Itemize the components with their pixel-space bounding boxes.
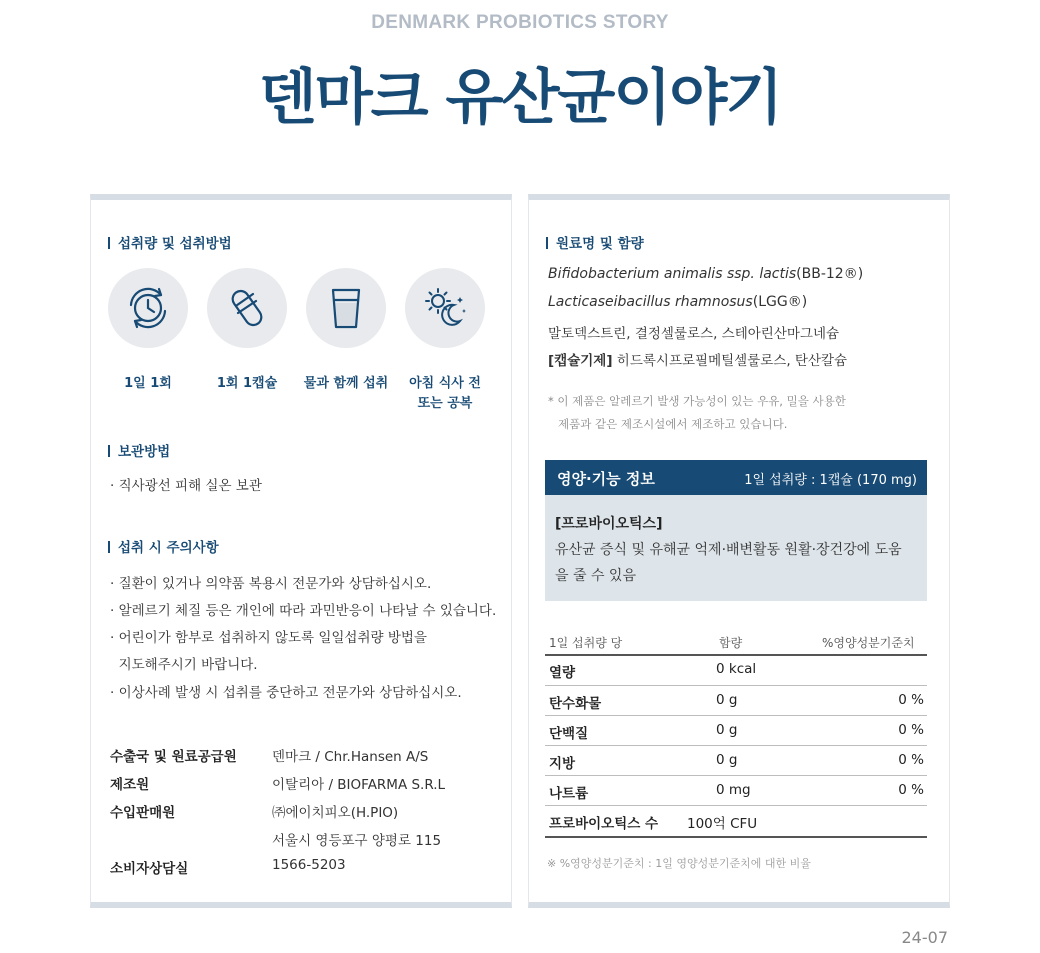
- caution-item: · 이상사례 발생 시 섭취를 중단하고 전문가와 상담하십시오.: [110, 685, 462, 701]
- allergy-note: * 이 제품은 알레르기 발생 가능성이 있는 우유, 밀을 사용한: [548, 394, 846, 408]
- ingredient-lacticaseibacillus: Lacticaseibacillus rhamnosus(LGG®): [548, 294, 808, 310]
- allergy-note: 제품과 같은 제조시설에서 제조하고 있습니다.: [558, 417, 788, 431]
- info-key-manufacturer: 제조원: [110, 777, 150, 793]
- ingredients-heading: 원료명 및 함량: [546, 232, 644, 252]
- page-subtitle: DENMARK PROBIOTICS STORY: [371, 12, 669, 33]
- icon-label-timing: 아침 식사 전 또는 공복: [409, 376, 481, 411]
- storage-heading: 보관방법: [108, 440, 170, 460]
- info-value-importer: ㈜에이치피오(H.PIO): [272, 805, 399, 821]
- info-key-origin: 수출국 및 원료공급원: [110, 749, 237, 765]
- table-row-name: 열량: [549, 665, 576, 681]
- nutrition-serving: 1일 섭취량 : 1캡슐 (170 mg): [744, 473, 917, 488]
- page-title: 덴마크 유산균이야기: [258, 63, 782, 133]
- table-divider: [545, 805, 927, 806]
- intake-heading: 섭취량 및 섭취방법: [108, 232, 232, 252]
- page-code: 24-07: [901, 928, 948, 947]
- table-divider: [545, 715, 927, 716]
- water-glass-icon: [306, 268, 386, 348]
- sun-moon-icon: [405, 268, 485, 348]
- capsule-icon: [207, 268, 287, 348]
- table-row-percent: 0 %: [898, 722, 924, 738]
- table-divider: [545, 685, 927, 686]
- table-row-amount: 0 g: [716, 692, 738, 708]
- table-divider: [545, 745, 927, 746]
- icon-label-dose: 1회 1캡슐: [216, 376, 278, 391]
- clock-cycle-icon: [108, 268, 188, 348]
- function-text: 유산균 증식 및 유해균 억제·배변활동 원활·장건강에 도움을 줄 수 있음: [555, 542, 902, 584]
- capsule-base: [캡슐기제] 히드록시프로필메틸셀룰로스, 탄산칼슘: [548, 353, 848, 369]
- nutrition-header: [545, 460, 927, 495]
- table-divider: [545, 775, 927, 776]
- table-row-name: 지방: [549, 756, 576, 772]
- table-divider: [545, 654, 927, 656]
- caution-item: · 알레르기 체질 등은 개인에 따라 과민반응이 나타날 수 있습니다.: [110, 603, 497, 619]
- table-header-serving: 1일 섭취량 당: [549, 636, 623, 650]
- ingredient-excipients: 말토덱스트린, 결정셀룰로스, 스테아린산마그네슘: [548, 326, 840, 342]
- table-row-name: 탄수화물: [549, 696, 602, 712]
- ingredient-bifidobacterium: Bifidobacterium animalis ssp. lactis(BB-12®): [548, 266, 864, 282]
- table-header-percent: %영양성분기준치: [822, 636, 915, 650]
- info-key-importer: 수입판매원: [110, 805, 176, 821]
- function-box: [545, 495, 927, 601]
- table-row-amount: 0 g: [716, 722, 738, 738]
- table-row-amount: 0 kcal: [716, 661, 757, 677]
- table-row-name: 나트륨: [549, 786, 589, 802]
- icon-label-frequency: 1일 1회: [124, 376, 172, 391]
- storage-text: · 직사광선 피해 실온 보관: [110, 478, 262, 494]
- footnote: ※ %영양성분기준치 : 1일 영양성분기준치에 대한 비율: [547, 857, 811, 870]
- info-key-contact: 소비자상담실: [110, 861, 189, 877]
- table-row-name: 단백질: [549, 726, 589, 742]
- table-row-amount: 100억 CFU: [687, 816, 758, 832]
- table-row-percent: 0 %: [898, 782, 924, 798]
- table-header-amount: 함량: [719, 636, 743, 650]
- caution-item: · 질환이 있거나 의약품 복용시 전문가와 상담하십시오.: [110, 576, 432, 592]
- table-row-percent: 0 %: [898, 692, 924, 708]
- caution-item: 지도해주시기 바랍니다.: [110, 657, 258, 673]
- function-label: [프로바이오틱스]: [555, 516, 663, 532]
- info-value-address: 서울시 영등포구 양평로 115: [272, 833, 442, 849]
- table-row-percent: 0 %: [898, 752, 924, 768]
- table-row-amount: 0 g: [716, 752, 738, 768]
- icon-label-water: 물과 함께 섭취: [303, 376, 389, 391]
- info-value-origin: 덴마크 / Chr.Hansen A/S: [272, 749, 429, 765]
- table-row-name: 프로바이오틱스 수: [549, 816, 659, 832]
- nutrition-title: 영양·기능 정보: [557, 470, 655, 488]
- info-value-manufacturer: 이탈리아 / BIOFARMA S.R.L: [272, 777, 446, 793]
- table-row-amount: 0 mg: [716, 782, 751, 798]
- caution-item: · 어린이가 함부로 섭취하지 않도록 일일섭취량 방법을: [110, 630, 427, 646]
- table-divider: [545, 836, 927, 838]
- info-value-contact: 1566-5203: [272, 857, 346, 873]
- caution-heading: 섭취 시 주의사항: [108, 536, 219, 556]
